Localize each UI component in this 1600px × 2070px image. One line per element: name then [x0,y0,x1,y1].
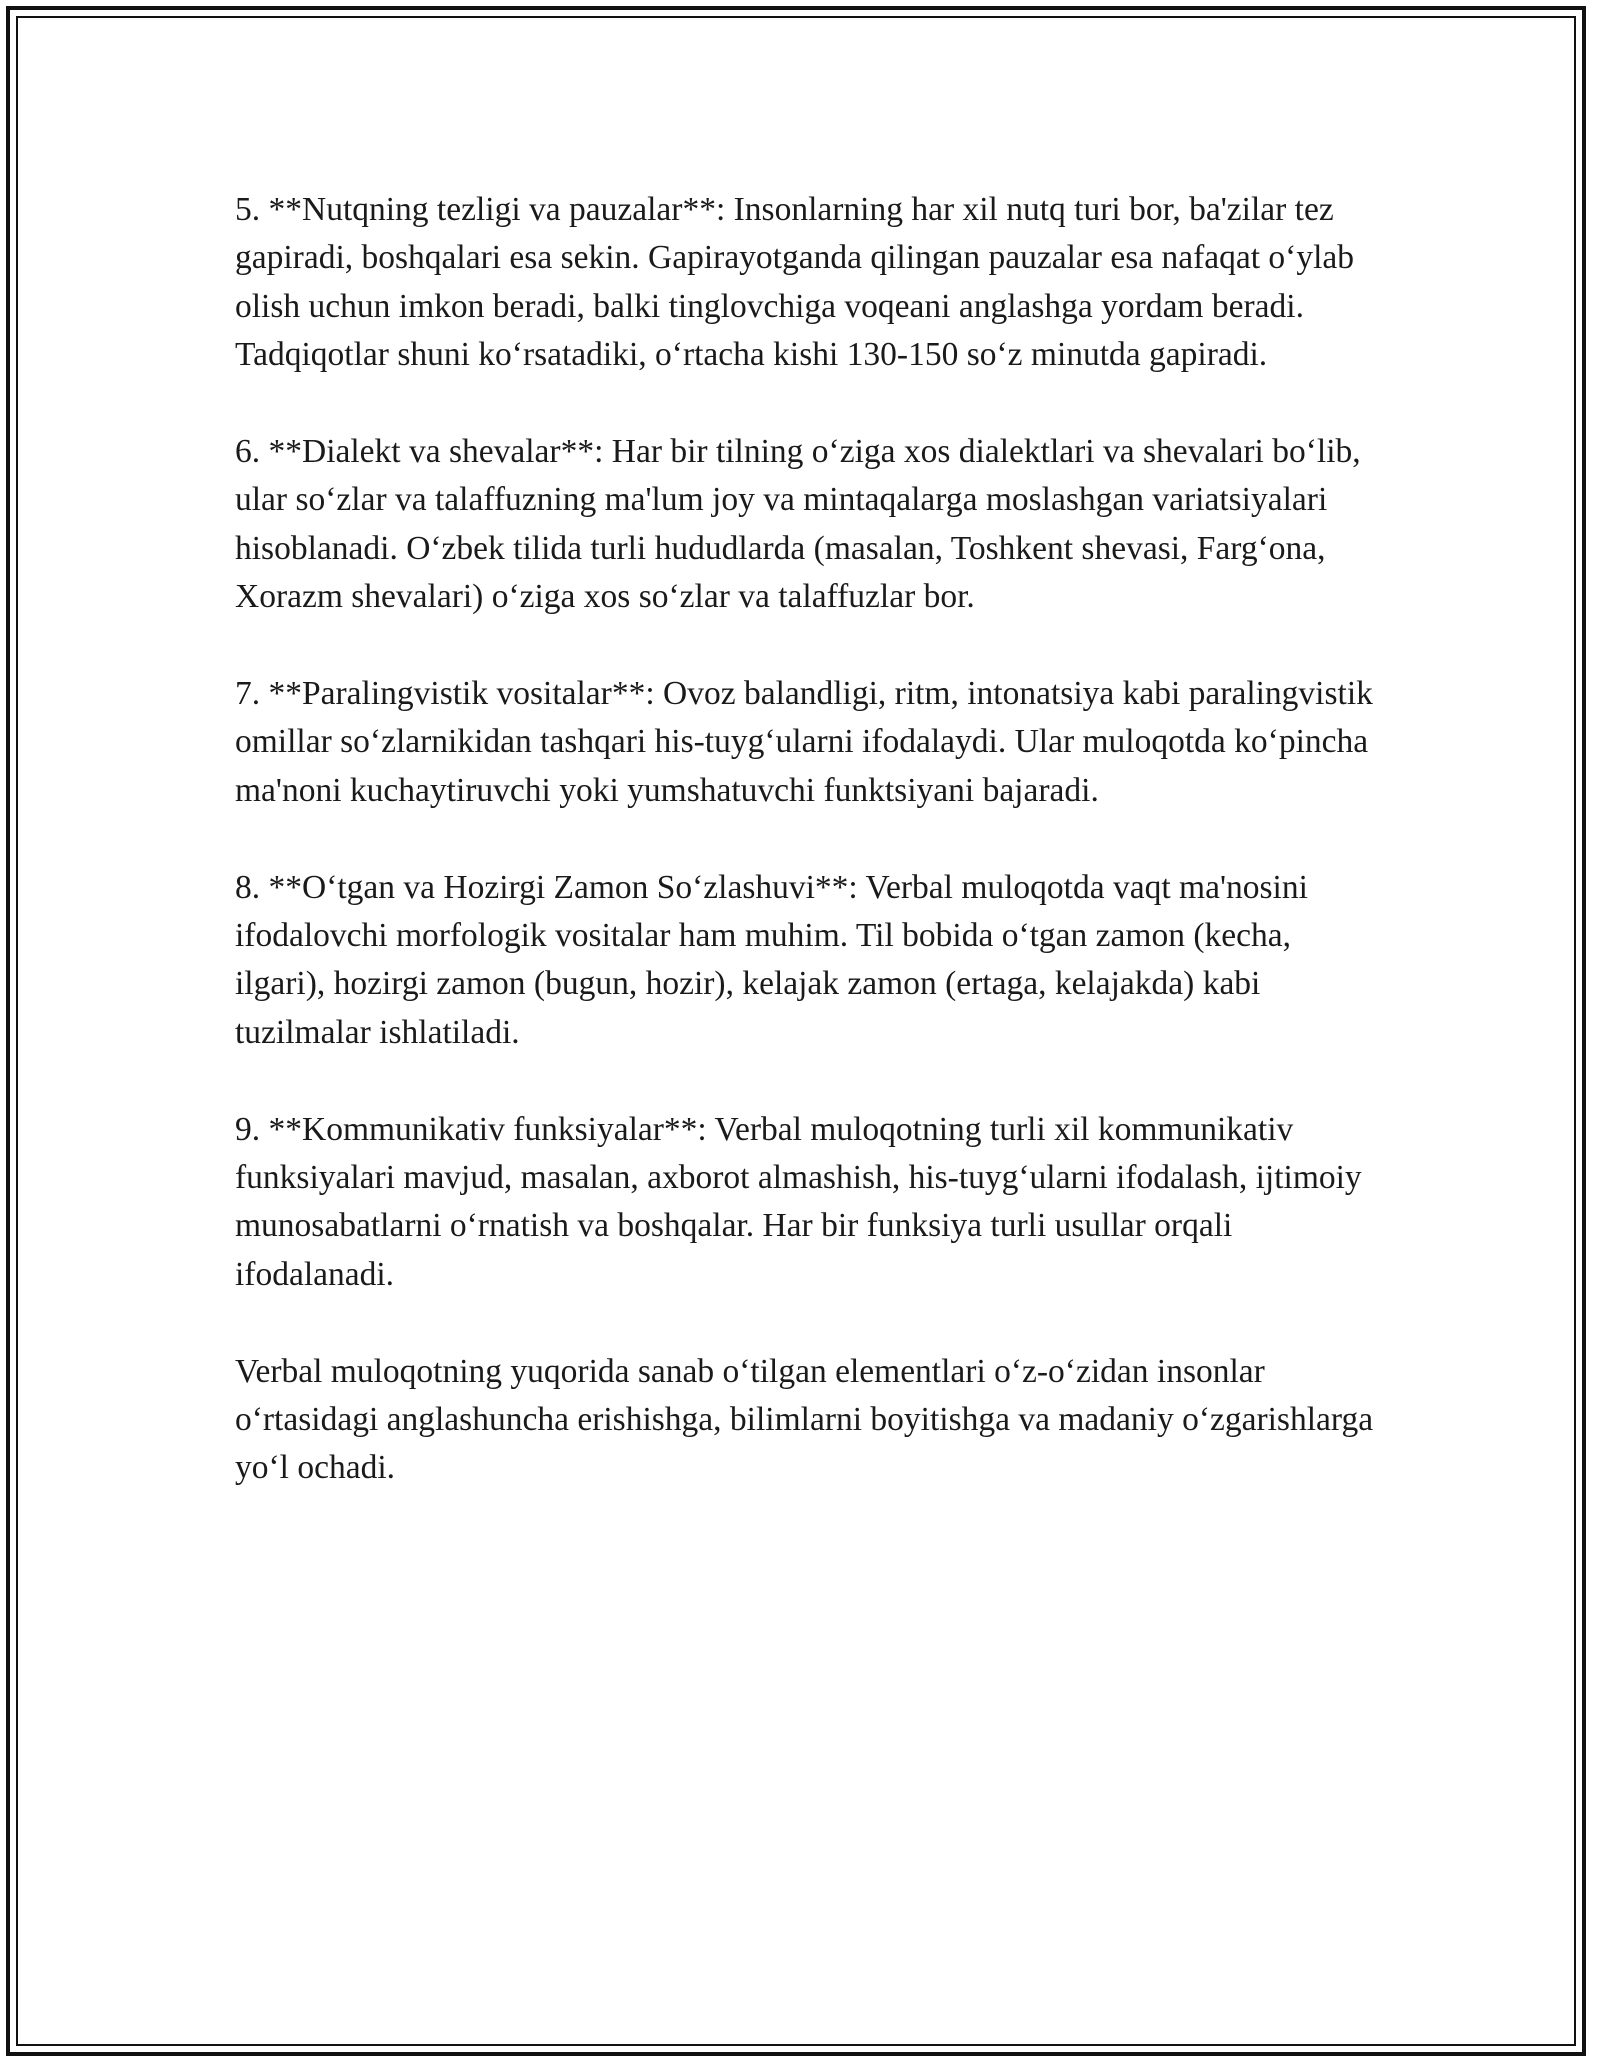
paragraph-conclusion: Verbal muloqotning yuqorida sanab o‘tilgan elementlari o‘z-o‘zidan insonlar o‘rtasidagi anglashuncha erishishga, bilimlarni boyitishga va madaniy o‘zgarishlarga yo‘l ochadi. [235,1352,1374,1487]
paragraph-communicative-functions: 9. **Kommunikativ funksiyalar**: Verbal muloqotning turli xil kommunikativ funksiyalari mavjud, masalan, axborot almashish, his-tuyg‘ularni ifodalash, ijtimoiy munosabatlarni o‘rnatish va boshqalar. Har bir funksiya turli usullar orqali ifodalanadi. [235,1110,1362,1293]
paragraph-paralinguistic: 7. **Paralingvistik vositalar**: Ovoz balandligi, ritm, intonatsiya kabi paralingvistik omillar so‘zlarnikidan tashqari his-tuyg‘ularni ifodalaydi. Ular muloqotda ko‘pincha ma'noni kuchaytiruvchi yoki yumshatuvchi funktsiyani bajaradi. [235,675,1373,809]
paragraph-dialects: 6. **Dialekt va shevalar**: Har bir tilning o‘ziga xos dialektlari va shevalari bo‘lib, ular so‘zlar va talaffuzning ma'lum joy va mintaqalarga moslashgan variatsiyalari hisoblanadi. O‘zbek tilida turli hududlarda (masalan, Toshkent shevasi, Farg‘ona, Xorazm shevalari) o‘ziga xos so‘zlar va talaffuzlar bor. [235,433,1361,616]
document-body [235,186,1385,1493]
paragraph-speech-rate: 5. **Nutqning tezligi va pauzalar**: Insonlarning har xil nutq turi bor, ba'zilar tez gapiradi, boshqalari esa sekin. Gapirayotganda qilingan pauzalar esa nafaqat o‘ylab olish uchun imkon beradi, balki tinglovchiga voqeani anglashga yordam beradi. Tadqiqotlar shuni ko‘rsatadiki, o‘rtacha kishi 130-150 so‘z minutda gapiradi. [235,191,1355,374]
paragraph-tense: 8. **O‘tgan va Hozirgi Zamon So‘zlashuvi**: Verbal muloqotda vaqt ma'nosini ifodalovchi morfologik vositalar ham muhim. Til bobida o‘tgan zamon (kecha, ilgari), hozirgi zamon (bugun, hozir), kelajak zamon (ertaga, kelajakda) kabi tuzilmalar ishlatiladi. [235,868,1308,1051]
